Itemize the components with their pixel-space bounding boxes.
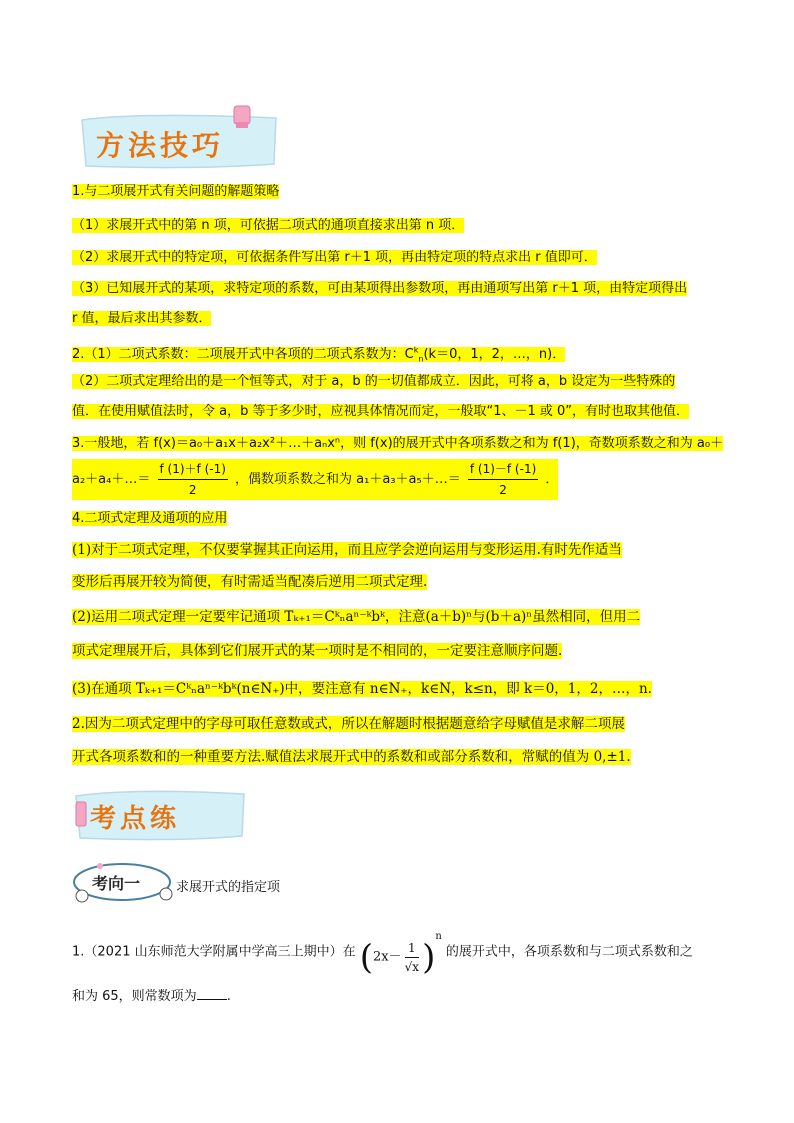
fraction-odd-sum: $\frac{f (1)+f (-1)}{2}$: [158, 459, 228, 500]
line-11: 4.二项式定理及通项的应用: [72, 511, 228, 526]
fraction-even-sum: $\frac{f (1)-f (-1)}{2}$: [468, 459, 538, 500]
line-14: (2)运用二项式定理一定要牢记通项 Tₖ₊₁＝Cᵏₙaⁿ⁻ᵏbᵏ，注意(a＋b)ⁿ与(b＋a)ⁿ虽然相同，但用二: [72, 609, 641, 625]
line-17: 2.因为二项式定理中的字母可取任意数或式，所以在解题时根据题意给字母赋值是求解二项展: [72, 716, 625, 732]
line-15: 项式定理展开后，具体到它们展开式的某一项时是不相同的，一定要注意顺序问题.: [72, 643, 563, 659]
line-7: （2）二项式定理给出的是一个恒等式，对于 a，b 的一切值都成立．因此，可将 a，b 设定为一些特殊的: [72, 374, 676, 389]
practice-banner: [72, 784, 252, 844]
line-16: (3)在通项 Tₖ₊₁＝Cᵏₙaⁿ⁻ᵏbᵏ(n∈N₊)中，要注意有 n∈N₊，k∈N，k≤n，即 k＝0，1，2，…，n.: [72, 681, 652, 697]
line-8: 值．在使用赋值法时，令 a，b 等于多少时，应视具体情况而定，一般取“1、－1 或 0”，有时也取其他值．: [72, 404, 690, 419]
answer-blank[interactable]: [197, 985, 227, 1000]
line-18: 开式各项系数和的一种重要方法.赋值法求展开式中的系数和或部分系数和，常赋的值为 0,±1.: [72, 749, 631, 765]
question-line-2: 和为 65，则常数项为 .: [72, 985, 724, 1007]
line-3: （2）求展开式中的特定项，可依据条件写出第 r＋1 项，再由特定项的特点求出 r 值即可．: [72, 250, 597, 265]
line-4: （3）已知展开式的某项，求特定项的系数，可由某项得出参数项，再由通项写出第 r＋1 项，由特定项得出: [72, 281, 688, 296]
line-2: （1）求展开式中的第 n 项，可依据二项式的通项直接求出第 n 项．: [72, 218, 465, 233]
line-5: r 值，最后求出其参数．: [72, 311, 212, 326]
practice-title: 考点练: [90, 804, 181, 834]
line-1: 1.与二项展开式有关问题的解题策略: [72, 184, 280, 199]
topic-tag-label: 考向一: [92, 874, 141, 893]
topic-tag-text: 求展开式的指定项: [176, 880, 281, 895]
line-10: a₂＋a₄＋…＝ $\frac{f (1)+f (-1)}{2}$ ，偶数项系数之和为 a₁＋a₃＋a₅＋…＝ $\frac{f (1)-f (-1)}{2}$ ．: [72, 458, 724, 502]
method-tips-banner: [76, 104, 286, 174]
line-6: 2.（1）二项式系数：二项展开式中各项的二项式系数为：$C^k_n(k=0$，1，2，…，n)．: [72, 346, 566, 364]
line-12: (1)对于二项式定理，不仅要掌握其正向运用，而且应学会逆向运用与变形运用.有时先作适当: [72, 542, 622, 558]
topic-tag: [70, 856, 180, 906]
binomial-expression: (2x－ $\frac{1}{√x}$ )$^n$: [359, 931, 442, 976]
method-tips-title: 方法技巧: [96, 129, 225, 162]
line-9: 3.一般地，若 f(x)＝a₀＋a₁x＋a₂x²＋…＋aₙxⁿ，则 f(x)的展开式中各项系数之和为 f(1)，奇数项系数之和为 a₀＋: [72, 436, 724, 451]
line-13: 变形后再展开较为简便，有时需适当配凑后逆用二项式定理.: [72, 574, 428, 590]
question-line-1: 1.（2021 山东师范大学附属中学高三上期中）在 (2x－ $\frac{1}{√x}$ )$^n$ 的展开式中，各项系数和与二项式系数和之: [72, 928, 732, 976]
